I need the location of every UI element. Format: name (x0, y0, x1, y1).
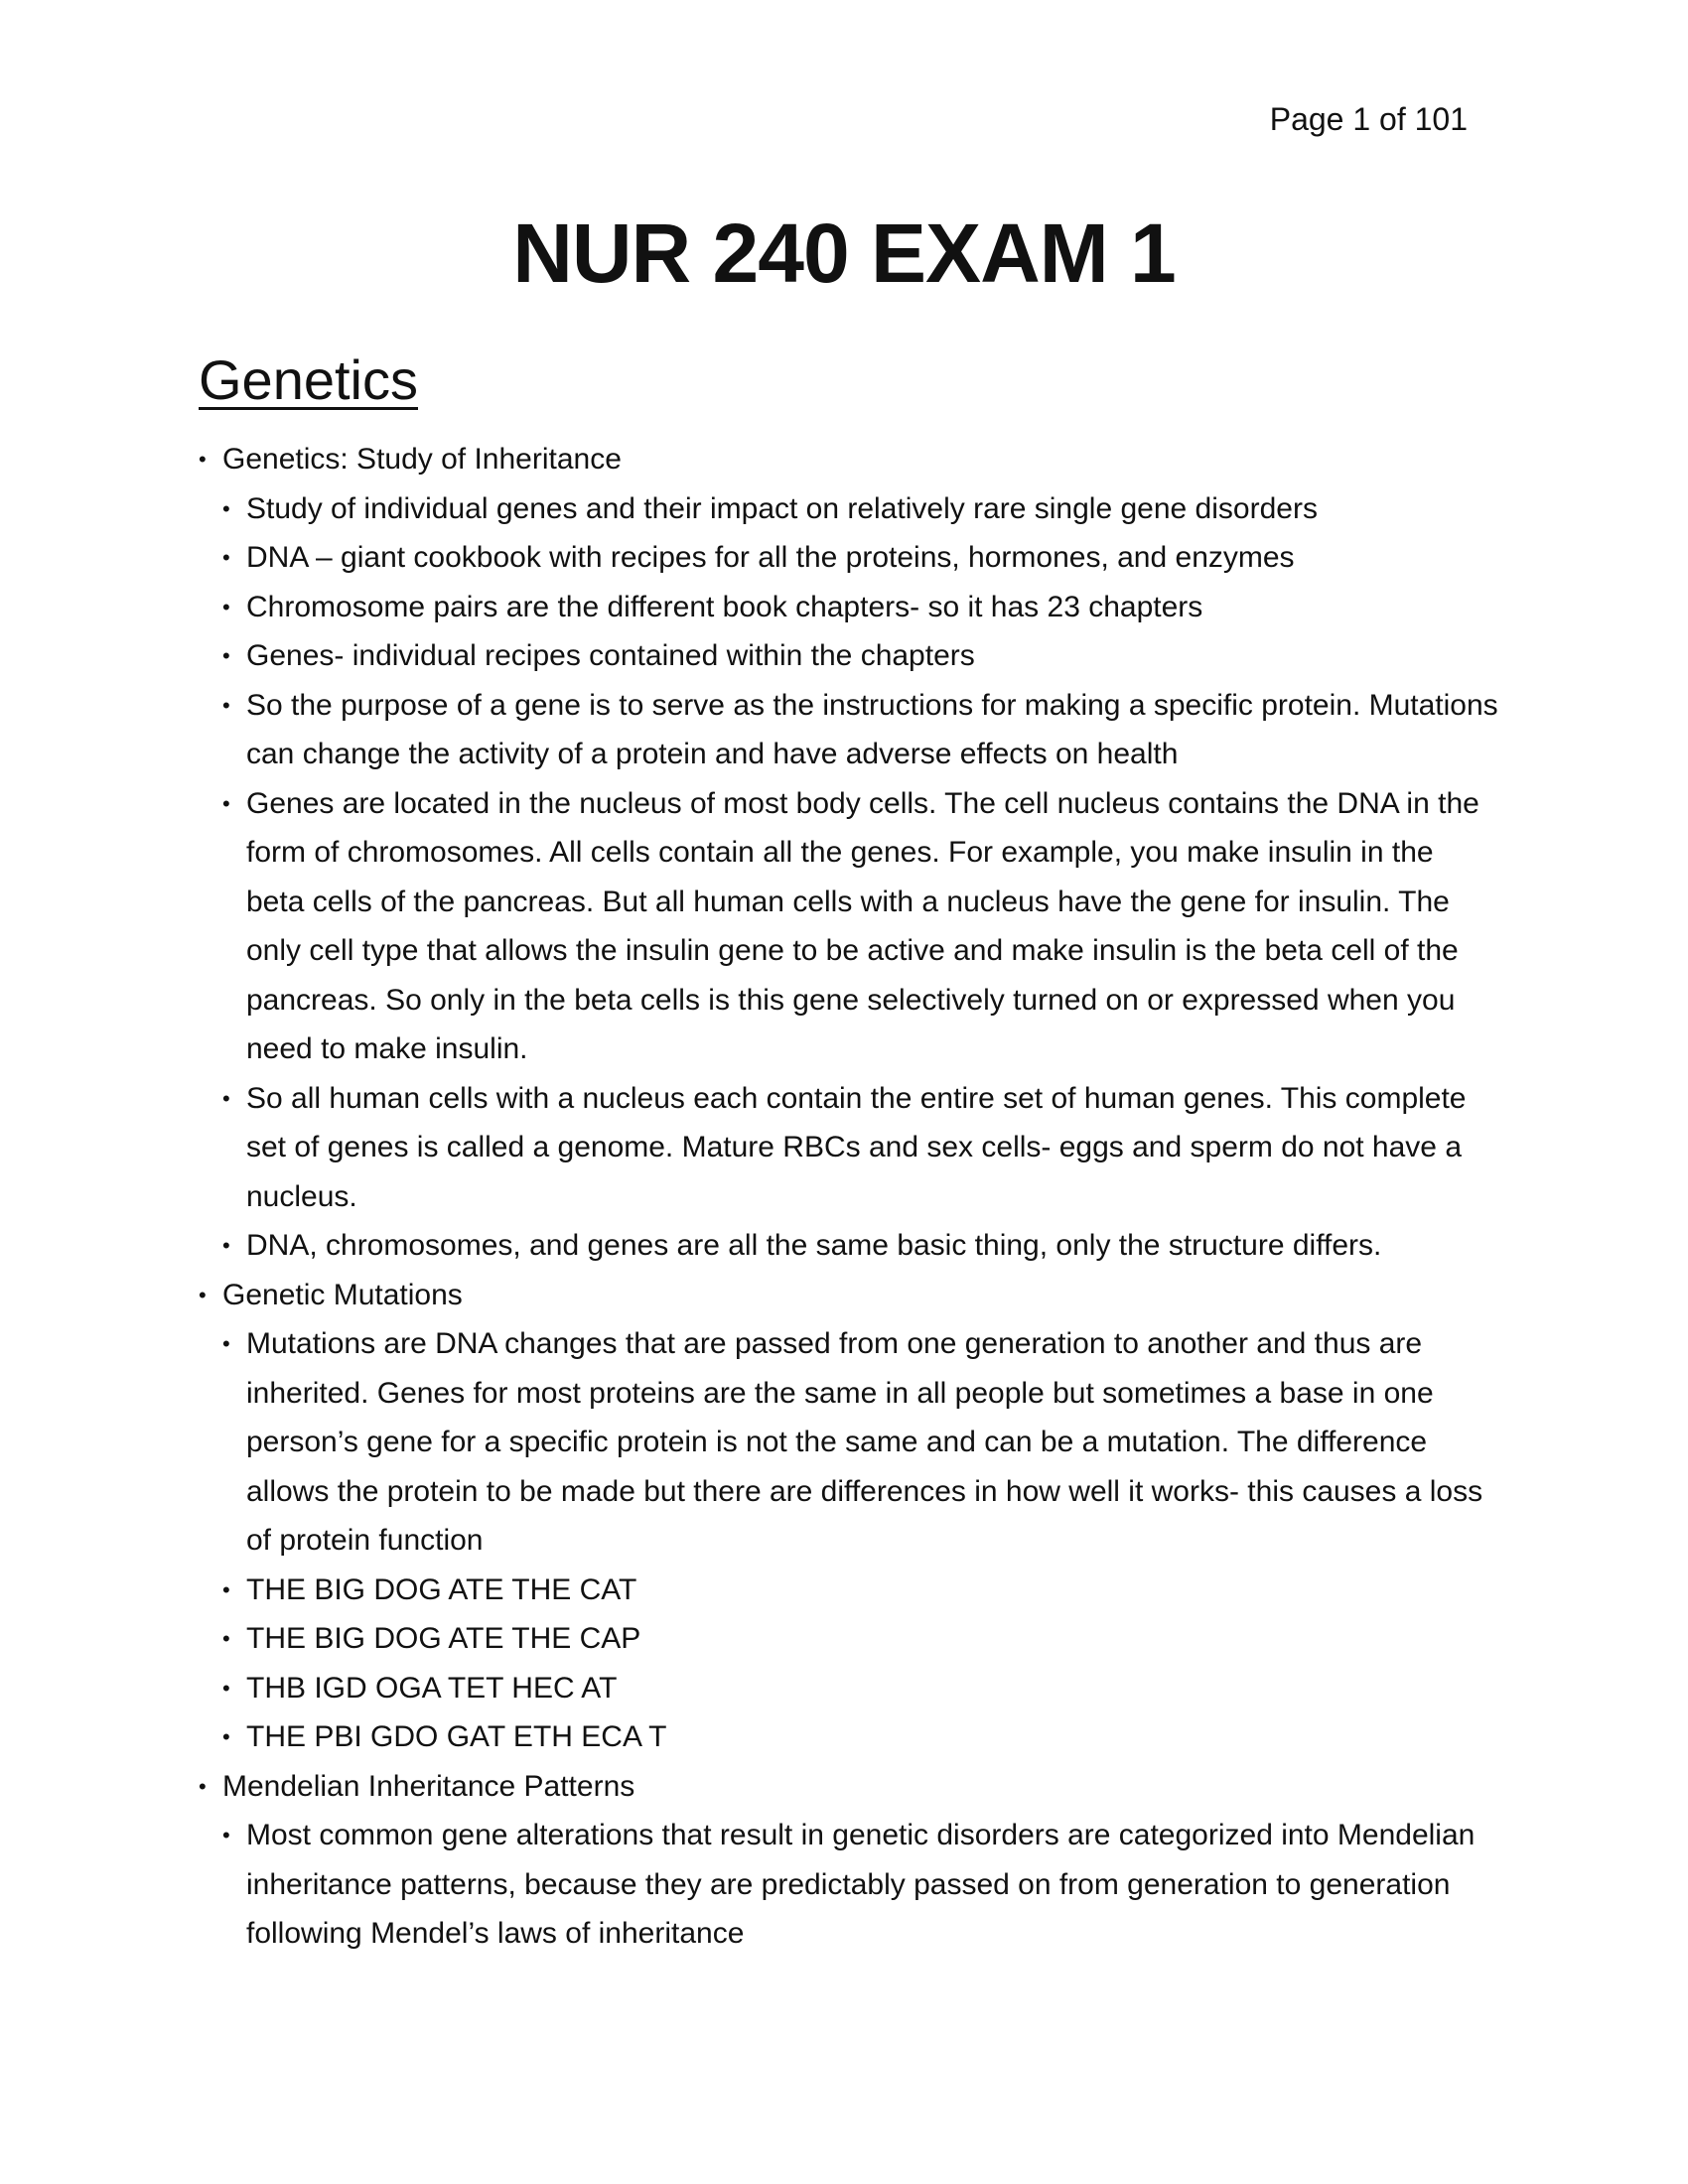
bullet-icon: • (222, 594, 230, 619)
document-title: NUR 240 EXAM 1 (512, 206, 1176, 300)
bullet-icon: • (222, 1823, 230, 1847)
list-item (199, 435, 1499, 484)
list-item (199, 1271, 1499, 1320)
section-heading-genetics: Genetics (199, 348, 418, 411)
bullet-icon: • (222, 545, 230, 570)
bullet-icon: • (199, 1773, 207, 1799)
list-item-text: Genes- individual recipes contained within the chapters (246, 639, 975, 672)
list-item (199, 779, 1499, 1074)
list-item (199, 1566, 1499, 1615)
bullet-icon: • (222, 790, 230, 816)
list-item (199, 1319, 1499, 1566)
bullet-icon: • (222, 1085, 230, 1111)
list-item (199, 1811, 1499, 1959)
list-item-text: Genetics: Study of Inheritance (222, 443, 622, 476)
list-item-text: THE BIG DOG ATE THE CAT (246, 1572, 637, 1606)
bullet-icon: • (222, 1626, 230, 1651)
list-item-text: DNA – giant cookbook with recipes for all the proteins, hormones, and enzymes (246, 541, 1295, 574)
list-item (199, 1074, 1499, 1222)
list-item-text: Study of individual genes and their impact on relatively rare single gene disorders (246, 491, 1318, 525)
list-item (199, 681, 1499, 779)
list-item (199, 484, 1499, 534)
list-item-text: DNA, chromosomes, and genes are all the same basic thing, only the structure differs. (246, 1229, 1382, 1262)
bullet-icon: • (222, 495, 230, 521)
list-item-text: So all human cells with a nucleus each contain the entire set of human genes. This complete set of genes is called a genome. Mature RBCs and sex cells- eggs and sperm do not have a nucleus. (246, 1081, 1467, 1213)
bullet-icon: • (222, 692, 230, 718)
bullet-icon: • (222, 1576, 230, 1602)
list-item (199, 1664, 1499, 1713)
list-item-text: Most common gene alterations that result in genetic disorders are categorized into Mendelian inheritance patterns, because they are predictably passed on from generation to generation following Mendel’s laws of inheritance (246, 1819, 1476, 1950)
page-number: Page 1 of 101 (1269, 101, 1468, 137)
list-item (199, 1614, 1499, 1664)
bullet-icon: • (222, 643, 230, 668)
bullet-icon: • (222, 1724, 230, 1749)
bullet-icon: • (199, 1282, 207, 1307)
list-item-text: Mendelian Inheritance Patterns (222, 1769, 635, 1803)
list-item (199, 533, 1499, 583)
list-item-text: So the purpose of a gene is to serve as the instructions for making a specific protein. Mutations can change the activity of a protein and have adverse effects on health (246, 688, 1498, 770)
list-item-text: Genes are located in the nucleus of most body cells. The cell nucleus contains the DNA in the form of chromosomes. All cells contain all the genes. For example, you make insulin in the beta cells of the pancreas. But all human cells with a nucleus have the gene for insulin. The only cell type that allows the insulin gene to be active and make insulin is the beta cell of the pancreas. So only in the beta cells is this gene selectively turned on or expressed when you need to make insulin. (246, 786, 1479, 1065)
list-item-text: THB IGD OGA TET HEC AT (246, 1671, 618, 1705)
bullet-icon: • (222, 1233, 230, 1258)
list-item (199, 631, 1499, 681)
list-item-text: THE PBI GDO GAT ETH ECA T (246, 1720, 667, 1753)
list-item (199, 1712, 1499, 1762)
list-item-text: THE BIG DOG ATE THE CAP (246, 1622, 641, 1655)
list-item-text: Genetic Mutations (222, 1278, 463, 1311)
list-item-text: Mutations are DNA changes that are passed from one generation to another and thus are inherited. Genes for most proteins are the same in all people but sometimes a base in one person’s gene for a specific protein is not the same and can be a mutation. The difference allows the protein to be made but there are differences in how well it works- this causes a loss of protein function (246, 1327, 1483, 1557)
list-item (199, 583, 1499, 632)
bullet-icon: • (222, 1675, 230, 1701)
bullet-icon: • (222, 1331, 230, 1356)
bullet-icon: • (199, 447, 207, 472)
list-item (199, 1221, 1499, 1271)
list-item-text: Chromosome pairs are the different book chapters- so it has 23 chapters (246, 590, 1203, 623)
bullet-list (199, 435, 1499, 1959)
list-item (199, 1762, 1499, 1812)
